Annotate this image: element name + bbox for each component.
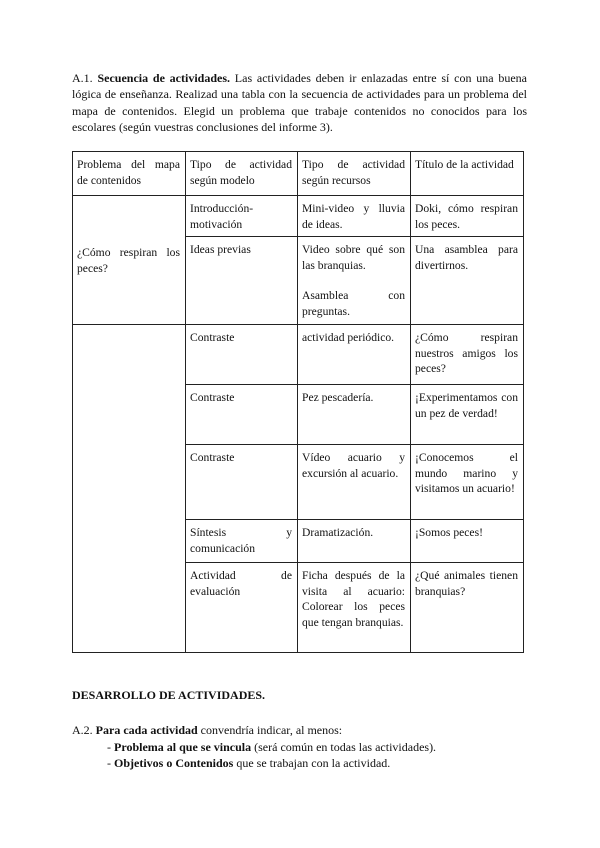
- section-a1-prefix: A.1.: [72, 71, 98, 85]
- section-a1-title: Secuencia de actividades.: [97, 71, 231, 85]
- tipo-modelo-cell: Contraste: [186, 385, 298, 445]
- list-item: [72, 739, 436, 756]
- titulo-cell: ¡Conocemos el mundo marino y visitamos un acuario!: [411, 445, 524, 520]
- recursos-cell: Mini-video y lluvia de ideas.: [298, 196, 411, 237]
- recursos-cell: Vídeo acuario y excursión al acuario.: [298, 445, 411, 520]
- recursos-cell: Pez pescadería.: [298, 385, 411, 445]
- tipo-modelo-cell: Contraste: [186, 445, 298, 520]
- section-a2-paragraph: [72, 722, 436, 772]
- tipo-modelo-cell: Ideas previas: [186, 237, 298, 325]
- titulo-cell: ¿Cómo respiran nuestros amigos los peces?: [411, 325, 524, 385]
- activities-sequence-table: [72, 151, 524, 653]
- table-row: [73, 196, 524, 237]
- bullet-dash: -: [107, 756, 114, 770]
- bullet-bold: Problema al que se vincula: [114, 739, 252, 754]
- recursos-text: Video sobre qué son las branquias.: [302, 243, 405, 272]
- table-row: [73, 325, 524, 385]
- tipo-modelo-cell: Contraste: [186, 325, 298, 385]
- header-tipo-recursos: Tipo de actividad según recursos: [298, 152, 411, 196]
- section-a1-paragraph: [72, 70, 527, 135]
- titulo-cell: ¡Experimentamos con un pez de verdad!: [411, 385, 524, 445]
- recursos-extra-text: Asamblea con preguntas.: [302, 289, 405, 318]
- header-tipo-modelo: Tipo de actividad según modelo: [186, 152, 298, 196]
- tipo-modelo-cell: Actividad de evaluación: [186, 563, 298, 653]
- desarrollo-heading: DESARROLLO DE ACTIVIDADES.: [72, 688, 266, 702]
- section-a2-text: convendría indicar, al menos:: [197, 723, 343, 737]
- empty-problem-cell: [73, 325, 186, 653]
- titulo-cell: ¡Somos peces!: [411, 520, 524, 563]
- problem-cell: ¿Cómo respiran los peces?: [73, 196, 186, 325]
- bullet-bold: Objetivos o Contenidos: [114, 756, 234, 770]
- titulo-cell: ¿Qué animales tienen branquias?: [411, 563, 524, 653]
- bullet-dash: -: [107, 739, 114, 754]
- table-header-row: [73, 152, 524, 196]
- header-titulo: Título de la actividad: [411, 152, 524, 196]
- list-item: [72, 755, 436, 772]
- cell-spacer: [302, 273, 405, 288]
- recursos-cell: [298, 237, 411, 325]
- recursos-cell: Dramatización.: [298, 520, 411, 563]
- titulo-cell: Doki, cómo respiran los peces.: [411, 196, 524, 237]
- tipo-modelo-cell: Síntesis y comunicación: [186, 520, 298, 563]
- bullet-text: que se trabajan con la actividad.: [233, 756, 391, 770]
- section-a2-prefix: A.2.: [72, 723, 96, 737]
- bullet-text: (será común en todas las actividades).: [251, 739, 437, 754]
- tipo-modelo-cell: Introducción-motivación: [186, 196, 298, 237]
- section-a1-text: Las actividades deben ir enlazadas entre sí con una buena lógica de enseñanza. Realizad una tabla con la secuencia de actividades para un problema del mapa de contenidos. Elegid un problema que trabaje contenidos no conocidos para los escolares (según vuestras conclusiones del informe 3).: [72, 71, 528, 134]
- titulo-cell: Una asamblea para divertirnos.: [411, 237, 524, 325]
- recursos-cell: actividad periódico.: [298, 325, 411, 385]
- section-a2-bold: Para cada actividad: [95, 723, 198, 737]
- recursos-cell: Ficha después de la visita al acuario: Colorear los peces que tengan branquias.: [298, 563, 411, 653]
- header-problema: Problema del mapa de contenidos: [73, 152, 186, 196]
